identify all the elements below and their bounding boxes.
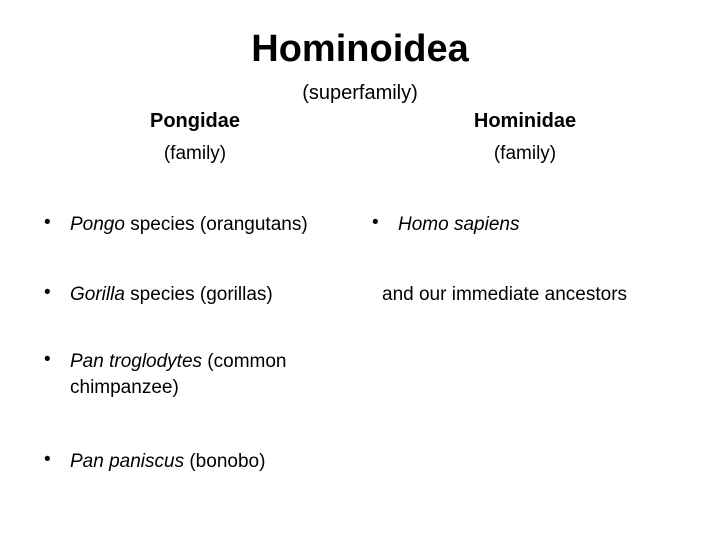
species-name: Pan paniscus xyxy=(70,451,185,472)
continuation-text xyxy=(382,282,702,308)
left-family-label: (family) xyxy=(163,143,227,164)
species-description: species (orangutans) xyxy=(124,214,308,235)
species-description: species (gorillas) xyxy=(124,284,273,305)
right-family-label: (family) xyxy=(493,143,557,164)
species-name: Gorilla xyxy=(70,284,125,305)
left-family-name: Pongidae xyxy=(149,110,240,132)
list-item xyxy=(44,449,364,475)
species-description: (common chimpanzee) xyxy=(70,351,287,398)
right-family-name: Hominidae xyxy=(473,110,577,132)
bullet: • xyxy=(44,212,51,233)
slide-title: Hominoidea xyxy=(251,28,469,70)
list-item xyxy=(44,282,364,308)
bullet: • xyxy=(44,349,51,370)
list-item xyxy=(44,349,344,400)
bullet: • xyxy=(372,212,379,233)
slide-subtitle: (superfamily) xyxy=(302,82,418,104)
list-item xyxy=(44,212,364,238)
list-item xyxy=(372,212,692,238)
continuation-label: and our immediate ancestors xyxy=(382,284,628,305)
species-description: (bonobo) xyxy=(184,451,266,472)
species-name: Homo sapiens xyxy=(398,214,520,235)
bullet: • xyxy=(44,449,51,470)
bullet: • xyxy=(44,282,51,303)
species-name: Pongo xyxy=(70,214,125,235)
species-name: Pan troglodytes xyxy=(70,351,203,372)
